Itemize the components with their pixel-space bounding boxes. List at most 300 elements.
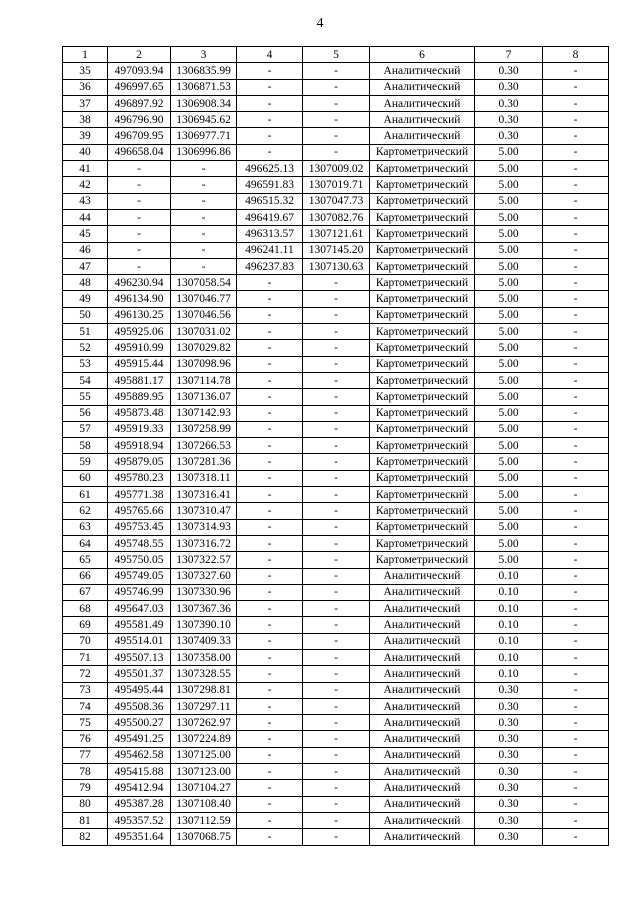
x-new-coordinate-cell: - (237, 112, 303, 128)
x-coordinate-cell: 495910.99 (108, 340, 171, 356)
y-coordinate-cell: 1307123.00 (171, 764, 237, 780)
table-row (63, 421, 609, 437)
method-cell: Аналитический (370, 780, 475, 796)
table-row (63, 454, 609, 470)
table-row (63, 617, 609, 633)
accuracy-cell: 5.00 (475, 552, 543, 568)
method-cell: Картометрический (370, 470, 475, 486)
note-cell: - (543, 209, 609, 225)
note-cell: - (543, 715, 609, 731)
note-cell: - (543, 79, 609, 95)
table-row (63, 584, 609, 600)
point-number-cell: 50 (63, 307, 108, 323)
method-cell: Картометрический (370, 324, 475, 340)
y-coordinate-cell: - (171, 258, 237, 274)
x-new-coordinate-cell: - (237, 307, 303, 323)
x-new-coordinate-cell: - (237, 487, 303, 503)
table-row (63, 242, 609, 258)
table-body (63, 63, 609, 845)
y-new-coordinate-cell: - (303, 275, 370, 291)
y-coordinate-cell: 1307310.47 (171, 503, 237, 519)
point-number-cell: 61 (63, 487, 108, 503)
note-cell: - (543, 584, 609, 600)
note-cell: - (543, 764, 609, 780)
point-number-cell: 38 (63, 112, 108, 128)
x-coordinate-cell: 497093.94 (108, 63, 171, 79)
x-coordinate-cell: 496134.90 (108, 291, 171, 307)
header-cell-2: 2 (108, 47, 171, 63)
y-coordinate-cell: 1307108.40 (171, 796, 237, 812)
x-new-coordinate-cell: - (237, 535, 303, 551)
table-row (63, 112, 609, 128)
table-row (63, 764, 609, 780)
method-cell: Картометрический (370, 356, 475, 372)
accuracy-cell: 5.00 (475, 209, 543, 225)
note-cell: - (543, 226, 609, 242)
point-number-cell: 66 (63, 568, 108, 584)
note-cell: - (543, 389, 609, 405)
note-cell: - (543, 731, 609, 747)
x-coordinate-cell: - (108, 177, 171, 193)
coordinates-table (62, 46, 609, 846)
x-new-coordinate-cell: - (237, 144, 303, 160)
y-new-coordinate-cell: - (303, 291, 370, 307)
note-cell: - (543, 454, 609, 470)
table-row (63, 63, 609, 79)
point-number-cell: 79 (63, 780, 108, 796)
note-cell: - (543, 519, 609, 535)
x-new-coordinate-cell: 496419.67 (237, 209, 303, 225)
note-cell: - (543, 307, 609, 323)
method-cell: Аналитический (370, 128, 475, 144)
y-coordinate-cell: 1307142.93 (171, 405, 237, 421)
y-coordinate-cell: 1307058.54 (171, 275, 237, 291)
accuracy-cell: 5.00 (475, 487, 543, 503)
point-number-cell: 64 (63, 535, 108, 551)
method-cell: Картометрический (370, 291, 475, 307)
accuracy-cell: 5.00 (475, 258, 543, 274)
x-new-coordinate-cell: - (237, 63, 303, 79)
point-number-cell: 44 (63, 209, 108, 225)
y-new-coordinate-cell: - (303, 372, 370, 388)
y-new-coordinate-cell: - (303, 584, 370, 600)
method-cell: Картометрический (370, 454, 475, 470)
accuracy-cell: 5.00 (475, 307, 543, 323)
y-new-coordinate-cell: 1307082.76 (303, 209, 370, 225)
x-new-coordinate-cell: - (237, 633, 303, 649)
method-cell: Аналитический (370, 764, 475, 780)
accuracy-cell: 5.00 (475, 340, 543, 356)
method-cell: Аналитический (370, 63, 475, 79)
note-cell: - (543, 535, 609, 551)
note-cell: - (543, 144, 609, 160)
note-cell: - (543, 438, 609, 454)
accuracy-cell: 5.00 (475, 470, 543, 486)
method-cell: Картометрический (370, 307, 475, 323)
header-cell-8: 8 (543, 47, 609, 63)
point-number-cell: 43 (63, 193, 108, 209)
y-coordinate-cell: - (171, 226, 237, 242)
y-coordinate-cell: 1306908.34 (171, 95, 237, 111)
table-row (63, 291, 609, 307)
table-row (63, 487, 609, 503)
x-coordinate-cell: 495771.38 (108, 487, 171, 503)
y-new-coordinate-cell: - (303, 535, 370, 551)
method-cell: Аналитический (370, 112, 475, 128)
x-new-coordinate-cell: - (237, 503, 303, 519)
x-coordinate-cell: 496230.94 (108, 275, 171, 291)
x-coordinate-cell: - (108, 226, 171, 242)
y-new-coordinate-cell: - (303, 731, 370, 747)
method-cell: Аналитический (370, 731, 475, 747)
y-new-coordinate-cell: - (303, 454, 370, 470)
x-coordinate-cell: 495918.94 (108, 438, 171, 454)
point-number-cell: 41 (63, 161, 108, 177)
method-cell: Картометрический (370, 405, 475, 421)
accuracy-cell: 5.00 (475, 405, 543, 421)
table-row (63, 177, 609, 193)
method-cell: Аналитический (370, 666, 475, 682)
method-cell: Картометрический (370, 438, 475, 454)
point-number-cell: 48 (63, 275, 108, 291)
x-coordinate-cell: 495881.17 (108, 372, 171, 388)
method-cell: Картометрический (370, 242, 475, 258)
y-coordinate-cell: - (171, 209, 237, 225)
note-cell: - (543, 780, 609, 796)
x-new-coordinate-cell: - (237, 584, 303, 600)
y-coordinate-cell: 1307068.75 (171, 829, 237, 845)
y-new-coordinate-cell: - (303, 617, 370, 633)
x-new-coordinate-cell: - (237, 340, 303, 356)
x-new-coordinate-cell: - (237, 470, 303, 486)
y-new-coordinate-cell: - (303, 470, 370, 486)
y-coordinate-cell: 1306835.99 (171, 63, 237, 79)
accuracy-cell: 5.00 (475, 454, 543, 470)
y-coordinate-cell: - (171, 193, 237, 209)
point-number-cell: 36 (63, 79, 108, 95)
y-new-coordinate-cell: - (303, 63, 370, 79)
y-coordinate-cell: - (171, 161, 237, 177)
point-number-cell: 78 (63, 764, 108, 780)
point-number-cell: 75 (63, 715, 108, 731)
table-row (63, 568, 609, 584)
accuracy-cell: 5.00 (475, 421, 543, 437)
method-cell: Картометрический (370, 258, 475, 274)
y-coordinate-cell: 1307262.97 (171, 715, 237, 731)
note-cell: - (543, 552, 609, 568)
x-new-coordinate-cell: - (237, 454, 303, 470)
y-coordinate-cell: 1307314.93 (171, 519, 237, 535)
header-row (63, 47, 609, 63)
x-coordinate-cell: 495647.03 (108, 601, 171, 617)
x-new-coordinate-cell: - (237, 291, 303, 307)
accuracy-cell: 0.30 (475, 715, 543, 731)
table-header (63, 47, 609, 63)
note-cell: - (543, 242, 609, 258)
table-row (63, 747, 609, 763)
y-coordinate-cell: 1307104.27 (171, 780, 237, 796)
method-cell: Картометрический (370, 487, 475, 503)
note-cell: - (543, 470, 609, 486)
point-number-cell: 55 (63, 389, 108, 405)
note-cell: - (543, 95, 609, 111)
table-row (63, 649, 609, 665)
x-new-coordinate-cell: - (237, 796, 303, 812)
y-coordinate-cell: 1307328.55 (171, 666, 237, 682)
y-coordinate-cell: 1307258.99 (171, 421, 237, 437)
point-number-cell: 73 (63, 682, 108, 698)
y-coordinate-cell: 1306871.53 (171, 79, 237, 95)
x-new-coordinate-cell: - (237, 731, 303, 747)
header-cell-1: 1 (63, 47, 108, 63)
table-row (63, 812, 609, 828)
x-coordinate-cell: 495357.52 (108, 812, 171, 828)
y-coordinate-cell: 1307367.36 (171, 601, 237, 617)
x-coordinate-cell: 496130.25 (108, 307, 171, 323)
table-row (63, 438, 609, 454)
y-new-coordinate-cell: - (303, 698, 370, 714)
note-cell: - (543, 649, 609, 665)
accuracy-cell: 0.30 (475, 796, 543, 812)
note-cell: - (543, 601, 609, 617)
table-row (63, 633, 609, 649)
y-new-coordinate-cell: - (303, 682, 370, 698)
y-new-coordinate-cell: - (303, 389, 370, 405)
x-coordinate-cell: 495748.55 (108, 535, 171, 551)
method-cell: Аналитический (370, 584, 475, 600)
y-coordinate-cell: 1307114.78 (171, 372, 237, 388)
header-cell-5: 5 (303, 47, 370, 63)
method-cell: Аналитический (370, 568, 475, 584)
accuracy-cell: 5.00 (475, 161, 543, 177)
note-cell: - (543, 682, 609, 698)
x-new-coordinate-cell: - (237, 764, 303, 780)
y-coordinate-cell: 1307098.96 (171, 356, 237, 372)
table-row (63, 535, 609, 551)
y-new-coordinate-cell: - (303, 715, 370, 731)
point-number-cell: 74 (63, 698, 108, 714)
table-row (63, 470, 609, 486)
method-cell: Аналитический (370, 79, 475, 95)
table-row (63, 682, 609, 698)
method-cell: Аналитический (370, 796, 475, 812)
accuracy-cell: 5.00 (475, 503, 543, 519)
accuracy-cell: 0.10 (475, 649, 543, 665)
note-cell: - (543, 617, 609, 633)
x-new-coordinate-cell: - (237, 324, 303, 340)
x-new-coordinate-cell: - (237, 568, 303, 584)
table-row (63, 405, 609, 421)
x-new-coordinate-cell: 496313.57 (237, 226, 303, 242)
point-number-cell: 45 (63, 226, 108, 242)
x-new-coordinate-cell: - (237, 780, 303, 796)
x-coordinate-cell: 495780.23 (108, 470, 171, 486)
x-coordinate-cell: 496997.65 (108, 79, 171, 95)
method-cell: Картометрический (370, 552, 475, 568)
point-number-cell: 40 (63, 144, 108, 160)
x-new-coordinate-cell: - (237, 128, 303, 144)
y-coordinate-cell: 1306996.86 (171, 144, 237, 160)
note-cell: - (543, 698, 609, 714)
y-coordinate-cell: 1307046.56 (171, 307, 237, 323)
y-new-coordinate-cell: - (303, 356, 370, 372)
x-coordinate-cell: 496709.95 (108, 128, 171, 144)
point-number-cell: 76 (63, 731, 108, 747)
x-coordinate-cell: - (108, 258, 171, 274)
note-cell: - (543, 340, 609, 356)
table-row (63, 275, 609, 291)
point-number-cell: 35 (63, 63, 108, 79)
point-number-cell: 47 (63, 258, 108, 274)
accuracy-cell: 0.10 (475, 617, 543, 633)
note-cell: - (543, 568, 609, 584)
point-number-cell: 49 (63, 291, 108, 307)
table-row (63, 829, 609, 845)
x-new-coordinate-cell: - (237, 666, 303, 682)
note-cell: - (543, 405, 609, 421)
x-new-coordinate-cell: - (237, 372, 303, 388)
y-new-coordinate-cell: - (303, 79, 370, 95)
y-new-coordinate-cell: - (303, 421, 370, 437)
accuracy-cell: 5.00 (475, 291, 543, 307)
table-row (63, 226, 609, 242)
y-coordinate-cell: 1307266.53 (171, 438, 237, 454)
method-cell: Картометрический (370, 519, 475, 535)
point-number-cell: 69 (63, 617, 108, 633)
point-number-cell: 62 (63, 503, 108, 519)
accuracy-cell: 5.00 (475, 324, 543, 340)
x-new-coordinate-cell: - (237, 747, 303, 763)
y-new-coordinate-cell: 1307047.73 (303, 193, 370, 209)
point-number-cell: 53 (63, 356, 108, 372)
point-number-cell: 77 (63, 747, 108, 763)
note-cell: - (543, 421, 609, 437)
x-coordinate-cell: - (108, 242, 171, 258)
accuracy-cell: 0.30 (475, 95, 543, 111)
y-new-coordinate-cell: - (303, 503, 370, 519)
x-coordinate-cell: 495750.05 (108, 552, 171, 568)
y-coordinate-cell: 1307327.60 (171, 568, 237, 584)
y-new-coordinate-cell: - (303, 324, 370, 340)
y-coordinate-cell: 1307390.10 (171, 617, 237, 633)
x-coordinate-cell: 495462.58 (108, 747, 171, 763)
y-coordinate-cell: 1307046.77 (171, 291, 237, 307)
x-new-coordinate-cell: - (237, 552, 303, 568)
y-new-coordinate-cell: - (303, 568, 370, 584)
point-number-cell: 68 (63, 601, 108, 617)
y-coordinate-cell: 1307136.07 (171, 389, 237, 405)
x-new-coordinate-cell: - (237, 421, 303, 437)
point-number-cell: 37 (63, 95, 108, 111)
method-cell: Картометрический (370, 193, 475, 209)
x-new-coordinate-cell: - (237, 812, 303, 828)
method-cell: Аналитический (370, 95, 475, 111)
y-new-coordinate-cell: 1307009.02 (303, 161, 370, 177)
method-cell: Аналитический (370, 829, 475, 845)
y-new-coordinate-cell: - (303, 796, 370, 812)
accuracy-cell: 0.30 (475, 812, 543, 828)
note-cell: - (543, 829, 609, 845)
note-cell: - (543, 291, 609, 307)
table-row (63, 552, 609, 568)
method-cell: Аналитический (370, 682, 475, 698)
method-cell: Картометрический (370, 503, 475, 519)
x-coordinate-cell: 495508.36 (108, 698, 171, 714)
note-cell: - (543, 177, 609, 193)
method-cell: Картометрический (370, 226, 475, 242)
accuracy-cell: 5.00 (475, 389, 543, 405)
method-cell: Картометрический (370, 421, 475, 437)
accuracy-cell: 0.30 (475, 780, 543, 796)
accuracy-cell: 0.30 (475, 829, 543, 845)
note-cell: - (543, 63, 609, 79)
accuracy-cell: 5.00 (475, 372, 543, 388)
point-number-cell: 39 (63, 128, 108, 144)
table-row (63, 356, 609, 372)
x-coordinate-cell: 495925.06 (108, 324, 171, 340)
table-row (63, 698, 609, 714)
accuracy-cell: 0.10 (475, 568, 543, 584)
x-coordinate-cell: 495412.94 (108, 780, 171, 796)
y-coordinate-cell: - (171, 177, 237, 193)
x-coordinate-cell: - (108, 193, 171, 209)
point-number-cell: 57 (63, 421, 108, 437)
accuracy-cell: 5.00 (475, 356, 543, 372)
table-row (63, 796, 609, 812)
point-number-cell: 60 (63, 470, 108, 486)
x-new-coordinate-cell: - (237, 389, 303, 405)
x-new-coordinate-cell: 496515.32 (237, 193, 303, 209)
y-new-coordinate-cell: - (303, 340, 370, 356)
y-coordinate-cell: 1306945.62 (171, 112, 237, 128)
y-coordinate-cell: 1307330.96 (171, 584, 237, 600)
point-number-cell: 67 (63, 584, 108, 600)
y-new-coordinate-cell: - (303, 144, 370, 160)
y-coordinate-cell: 1307316.72 (171, 535, 237, 551)
x-new-coordinate-cell: - (237, 438, 303, 454)
y-coordinate-cell: 1307281.36 (171, 454, 237, 470)
method-cell: Картометрический (370, 161, 475, 177)
table-row (63, 503, 609, 519)
page-number: 4 (316, 16, 324, 31)
note-cell: - (543, 324, 609, 340)
x-coordinate-cell: 495501.37 (108, 666, 171, 682)
accuracy-cell: 0.10 (475, 584, 543, 600)
note-cell: - (543, 812, 609, 828)
y-coordinate-cell: 1307224.89 (171, 731, 237, 747)
y-new-coordinate-cell: 1307130.63 (303, 258, 370, 274)
point-number-cell: 65 (63, 552, 108, 568)
x-new-coordinate-cell: - (237, 519, 303, 535)
x-coordinate-cell: 495514.01 (108, 633, 171, 649)
x-coordinate-cell: 496658.04 (108, 144, 171, 160)
point-number-cell: 56 (63, 405, 108, 421)
point-number-cell: 59 (63, 454, 108, 470)
header-cell-7: 7 (475, 47, 543, 63)
y-coordinate-cell: 1307297.11 (171, 698, 237, 714)
x-coordinate-cell: 495919.33 (108, 421, 171, 437)
accuracy-cell: 0.10 (475, 601, 543, 617)
y-new-coordinate-cell: - (303, 780, 370, 796)
y-new-coordinate-cell: - (303, 829, 370, 845)
y-new-coordinate-cell: - (303, 95, 370, 111)
note-cell: - (543, 372, 609, 388)
accuracy-cell: 5.00 (475, 226, 543, 242)
x-coordinate-cell: - (108, 161, 171, 177)
x-new-coordinate-cell: - (237, 79, 303, 95)
point-number-cell: 42 (63, 177, 108, 193)
method-cell: Аналитический (370, 698, 475, 714)
